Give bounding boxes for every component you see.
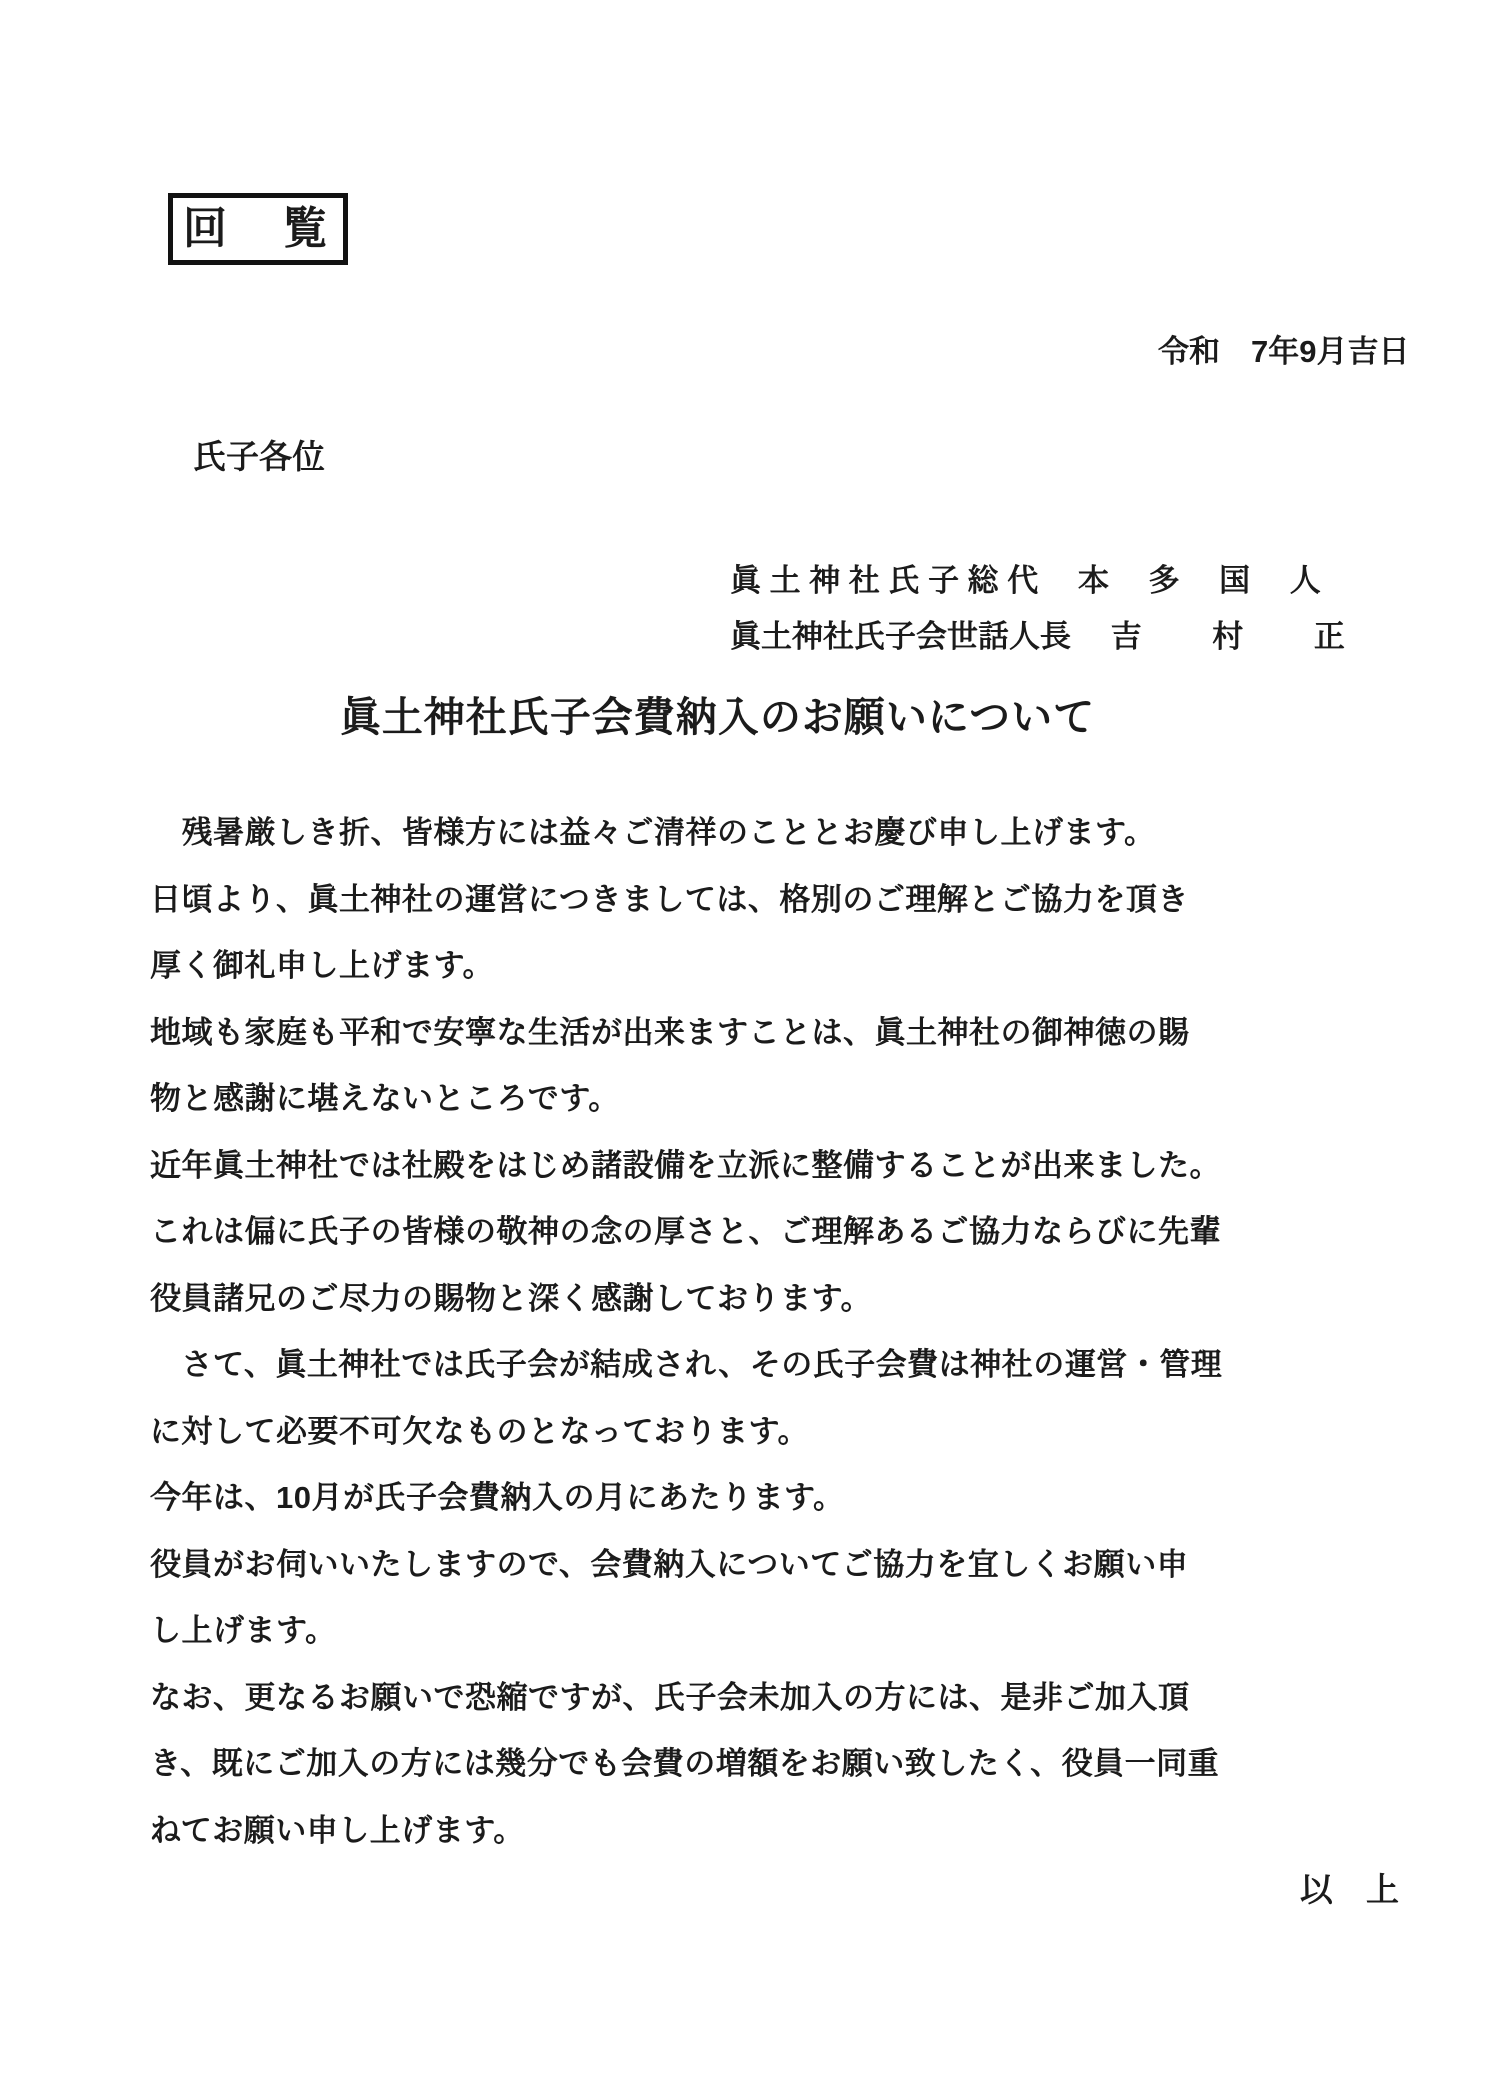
body-line: なお、更なるお願いで恐縮ですが、氏子会未加入の方には、是非ご加入頂 (150, 1679, 1190, 1715)
body-line: 日頃より、眞土神社の運営につきましては、格別のご理解とご協力を頂き (150, 881, 1189, 917)
body-line: し上げます。 (150, 1613, 337, 1648)
body-line: 地域も家庭も平和で安寧な生活が出来ますことは、眞土神社の御神徳の賜 (150, 1014, 1190, 1050)
sender-block (730, 553, 1420, 665)
sender-line-caretaker: 眞土神社氏子会世話人長 吉 村 正 (730, 619, 1345, 654)
body-line: 厚く御礼申し上げます。 (150, 948, 495, 983)
closing-line: 以 上 (1300, 1871, 1399, 1908)
document-date: 令和 7年9月吉日 (1158, 334, 1410, 369)
circulation-stamp-label: 回 覧 (183, 204, 333, 253)
body-line: に対して必要不可欠なものとなっております。 (150, 1413, 810, 1449)
body-line: さて、眞土神社では氏子会が結成され、その氏子会費は神社の運営・管理 (150, 1347, 1223, 1382)
body-line: き、既にご加入の方には幾分でも会費の増額をお願い致したく、役員一同重 (150, 1746, 1220, 1781)
addressee-line: 氏子各位 (193, 438, 325, 475)
body-line: 役員諸兄のご尽力の賜物と深く感謝しております。 (150, 1280, 873, 1316)
body-line: 物と感謝に堪えないところです。 (150, 1081, 620, 1116)
body-line: 今年は、10月が氏子会費納入の月にあたります。 (150, 1480, 845, 1515)
body-line: これは偏に氏子の皆様の敬神の念の厚さと、ご理解あるご協力ならびに先輩 (150, 1214, 1221, 1249)
body-line: 近年眞土神社では社殿をはじめ諸設備を立派に整備することが出来ました。 (150, 1147, 1221, 1183)
sender-line-representative: 眞 土 神 社 氏 子 総 代 本 多 国 人 (730, 563, 1321, 598)
body-line: ねてお願い申し上げます。 (150, 1812, 525, 1848)
circulation-stamp-box (168, 193, 348, 265)
document-title: 眞土神社氏子会費納入のお願いについて (339, 694, 1096, 740)
body-line: 残暑厳しき折、皆様方には益々ご清祥のこととお慶び申し上げます。 (150, 815, 1156, 850)
body-line: 役員がお伺いいたしますので、会費納入についてご協力を宜しくお願い申 (150, 1546, 1189, 1582)
body-text (150, 800, 1365, 1864)
